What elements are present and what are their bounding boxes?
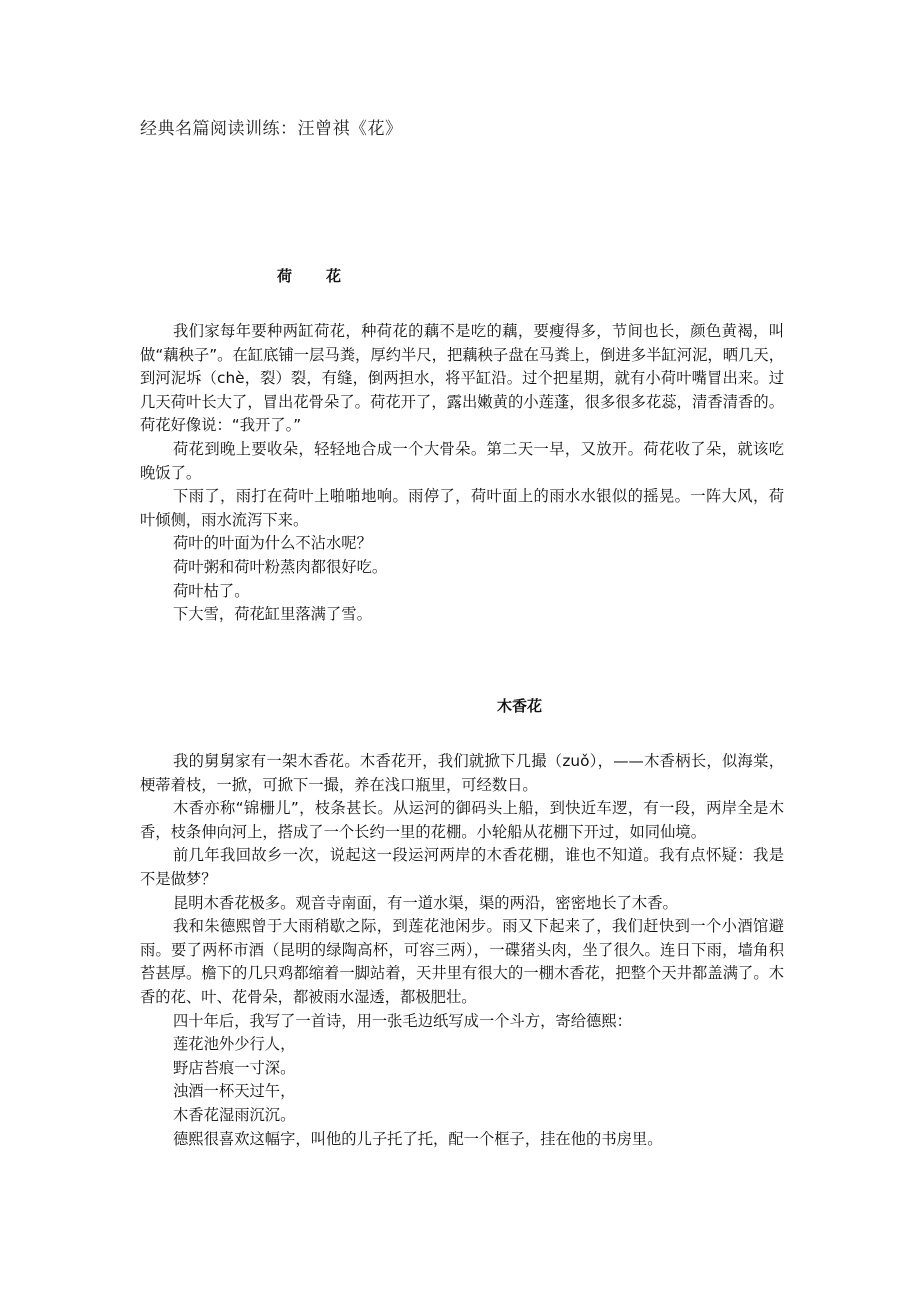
paragraph: 我的舅舅家有一架木香花。木香花开，我们就掀下几撮（zuǒ），——木香柄长，似海棠，梗蒂着枝，一掀，可掀下一撮，养在浅口瓶里，可经数日。: [140, 752, 784, 794]
document-title: 经典名篇阅读训练：汪曾祺《花》: [140, 119, 403, 139]
paragraph: 荷叶的叶面为什么不沾水呢？: [173, 534, 372, 553]
paragraph: 木香亦称“锦栅儿”，枝条甚长。从运河的御码头上船，到快近车逻，有一段，两岸全是木香，枝条伸向河上，搭成了一个长约一里的花棚。小轮船从花棚下开过，如同仙境。: [140, 799, 784, 841]
section-body-banksia-rose: [140, 750, 784, 1151]
paragraph: 荷花到晚上要收朵，轻轻地合成一个大骨朵。第二天一早，又放开。荷花收了朵，就该吃晚饭了。: [140, 439, 784, 482]
section-heading-banksia-rose: 木香花: [497, 697, 543, 715]
section-heading-lotus: [277, 265, 341, 286]
paragraph: 前几年我回故乡一次，说起这一段运河两岸的木香花棚，谁也不知道。我有点怀疑：我是不是做梦？: [140, 846, 784, 888]
paragraph: 荷叶枯了。: [173, 581, 250, 600]
paragraph: 我们家每年要种两缸荷花，种荷花的藕不是吃的藕，要瘦得多，节间也长，颜色黄褐，叫做“藕秧子”。在缸底铺一层马粪，厚约半尺，把藕秧子盘在马粪上，倒进多半缸河泥，晒几天，到河泥坼（chè，裂）裂，有缝，倒两担水，将平缸沿。过个把星期，就有小荷叶嘴冒出来。过几天荷叶长大了，冒出花骨朵了。荷花开了，露出嫩黄的小莲蓬，很多很多花蕊，清香清香的。荷花好像说：“我开了。”: [140, 322, 784, 435]
paragraph: 荷叶粥和荷叶粉蒸肉都很好吃。: [173, 557, 388, 576]
poem-line: 浊酒一杯天过午，: [173, 1082, 296, 1101]
poem-line: 木香花湿雨沉沉。: [173, 1105, 296, 1124]
paragraph: 昆明木香花极多。观音寺南面，有一道水渠，渠的两沿，密密地长了木香。: [173, 893, 678, 912]
paragraph: 下雨了，雨打在荷叶上啪啪地响。雨停了，荷叶面上的雨水水银似的摇晃。一阵大风，荷叶倾侧，雨水流泻下来。: [140, 487, 784, 529]
heading-char: 荷: [277, 267, 293, 285]
poem-line: 莲花池外少行人，: [173, 1035, 296, 1054]
heading-char: 花: [326, 267, 342, 285]
closing-paragraph: 德熙很喜欢这幅字，叫他的儿子托了托，配一个框子，挂在他的书房里。: [173, 1129, 663, 1148]
poem-line: 野店苔痕一寸深。: [173, 1058, 296, 1077]
paragraph: 下大雪，荷花缸里落满了雪。: [173, 605, 372, 624]
paragraph: 我和朱德熙曾于大雨稍歇之际，到莲花池闲步。雨又下起来了，我们赶快到一个小酒馆避雨。要了两杯市酒（昆明的绿陶高杯，可容三两），一碟猪头肉，坐了很久。连日下雨，墙角积苔甚厚。檐下的几只鸡都缩着一脚站着，天井里有很大的一棚木香花，把整个天井都盖满了。木香的花、叶、花骨朵，都被雨水湿透，都极肥壮。: [140, 917, 784, 1006]
section-body-lotus: [140, 320, 784, 627]
paragraph: 四十年后，我写了一首诗，用一张毛边纸写成一个斗方，寄给德熙：: [173, 1011, 632, 1030]
